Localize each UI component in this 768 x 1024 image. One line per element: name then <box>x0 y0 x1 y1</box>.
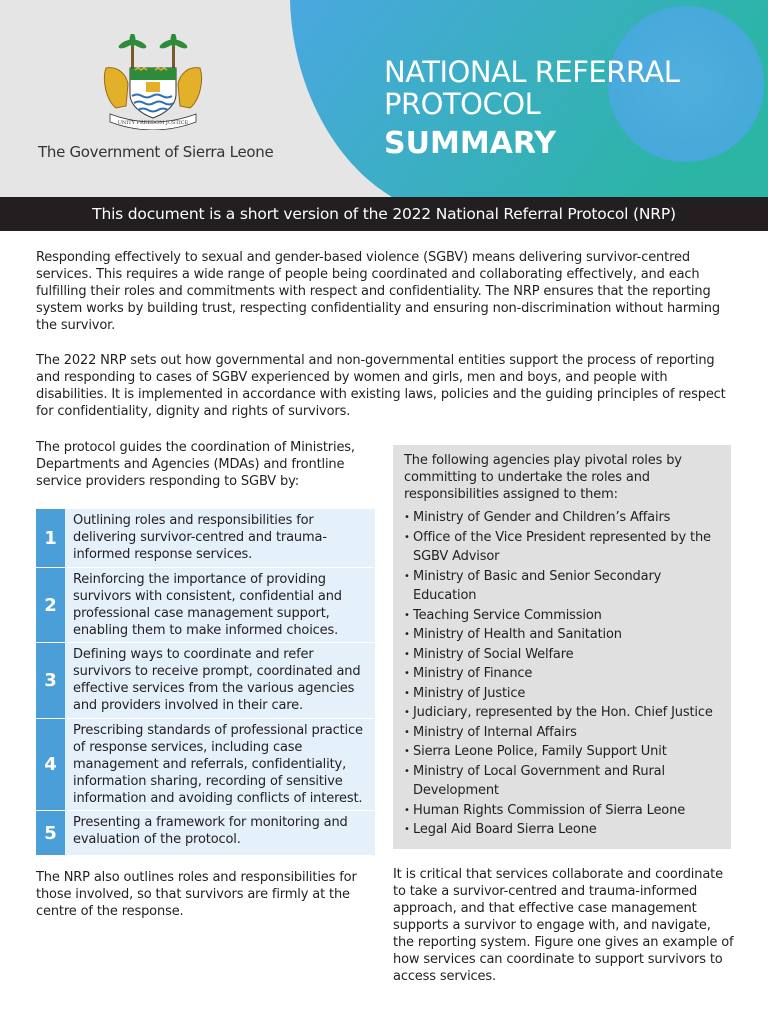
nrp-outro-paragraph: The NRP also outlines roles and responsibilities for those involved, so that survivors are firmly at the centre of the response. <box>36 870 357 919</box>
protocol-step <box>36 643 375 719</box>
step-number: 2 <box>36 568 65 642</box>
protocol-step <box>36 811 375 856</box>
agency-item: • Ministry of Internal Affairs <box>404 723 721 743</box>
step-number: 3 <box>36 643 65 718</box>
document-subtitle: SUMMARY <box>384 126 557 161</box>
protocol-steps-list <box>36 509 375 856</box>
step-text: Presenting a framework for monitoring and evaluation of the protocol. <box>65 811 375 855</box>
agency-item: • Human Rights Commission of Sierra Leone <box>404 801 721 821</box>
step-number: 5 <box>36 811 65 855</box>
agency-item: • Ministry of Local Government and Rural Development <box>404 762 721 801</box>
step-text: Defining ways to coordinate and refer survivors to receive prompt, coordinated and effective services from the various agencies and providers involved in their care. <box>65 643 375 718</box>
agency-item: • Judiciary, represented by the Hon. Chief Justice <box>404 703 721 723</box>
agencies-list <box>404 508 721 840</box>
step-text: Prescribing standards of professional practice of response services, including case management and referrals, confidentiality, information sharing, recording of sensitive information and avoiding conflicts of interest. <box>65 719 375 810</box>
crest-motto: UNITY FREEDOM JUSTICE <box>117 120 189 126</box>
step-number: 1 <box>36 509 65 567</box>
step-text: Reinforcing the importance of providing survivors with consistent, confidential and professional case management support, enabling them to make informed choices. <box>65 568 375 642</box>
agencies-box <box>393 445 731 849</box>
government-name: The Government of Sierra Leone <box>38 143 274 161</box>
protocol-step <box>36 568 375 643</box>
step-text: Outlining roles and responsibilities for delivering survivor-centred and trauma-informed response services. <box>65 509 375 567</box>
agency-item: • Ministry of Gender and Children’s Affairs <box>404 508 721 528</box>
protocol-step <box>36 509 375 568</box>
coordination-paragraph: It is critical that services collaborate and coordinate to take a survivor-centred and trauma-informed approach, and that effective case management supports a survivor to engage with, and navigate, the reporting system. Figure one gives an example of how services can coordinate to support survivors to access services. <box>393 867 734 984</box>
document-title: NATIONAL REFERRAL PROTOCOL <box>384 55 680 121</box>
agency-item: • Ministry of Finance <box>404 664 721 684</box>
agency-item: • Office of the Vice President represented by the SGBV Advisor <box>404 528 721 567</box>
intro-paragraph-1: Responding effectively to sexual and gender-based violence (SGBV) means delivering survivor-centred services. This requires a wide range of people being coordinated and collaborating effectively, and each fulfilling their roles and commitments with respect and confidentiality. The NRP ensures that the reporting system works by building trust, respecting confidentiality and ensuring non-discrimination without harming the survivor. <box>36 250 720 333</box>
summary-banner: This document is a short version of the 2022 National Referral Protocol (NRP) <box>0 197 768 231</box>
agency-item: • Ministry of Social Welfare <box>404 645 721 665</box>
header <box>0 0 768 197</box>
agency-item: • Ministry of Basic and Senior Secondary Education <box>404 567 721 606</box>
coat-of-arms-icon <box>98 34 208 130</box>
agency-item: • Teaching Service Commission <box>404 606 721 626</box>
agency-item: • Sierra Leone Police, Family Support Unit <box>404 742 721 762</box>
agency-item: • Ministry of Health and Sanitation <box>404 625 721 645</box>
protocol-intro: The protocol guides the coordination of Ministries, Departments and Agencies (MDAs) and frontline service providers responding to SGBV by: <box>36 440 355 489</box>
agencies-intro: The following agencies play pivotal roles by committing to undertake the roles and responsibilities assigned to them: <box>404 453 682 502</box>
agency-item: • Ministry of Justice <box>404 684 721 704</box>
step-number: 4 <box>36 719 65 810</box>
protocol-step <box>36 719 375 811</box>
intro-paragraph-2: The 2022 NRP sets out how governmental and non-governmental entities support the process of reporting and responding to cases of SGBV experienced by women and girls, men and boys, and people with disabilities. It is implemented in accordance with existing laws, policies and the guiding principles of respect for confidentiality, dignity and rights of survivors. <box>36 353 726 419</box>
agency-item: • Legal Aid Board Sierra Leone <box>404 820 721 840</box>
